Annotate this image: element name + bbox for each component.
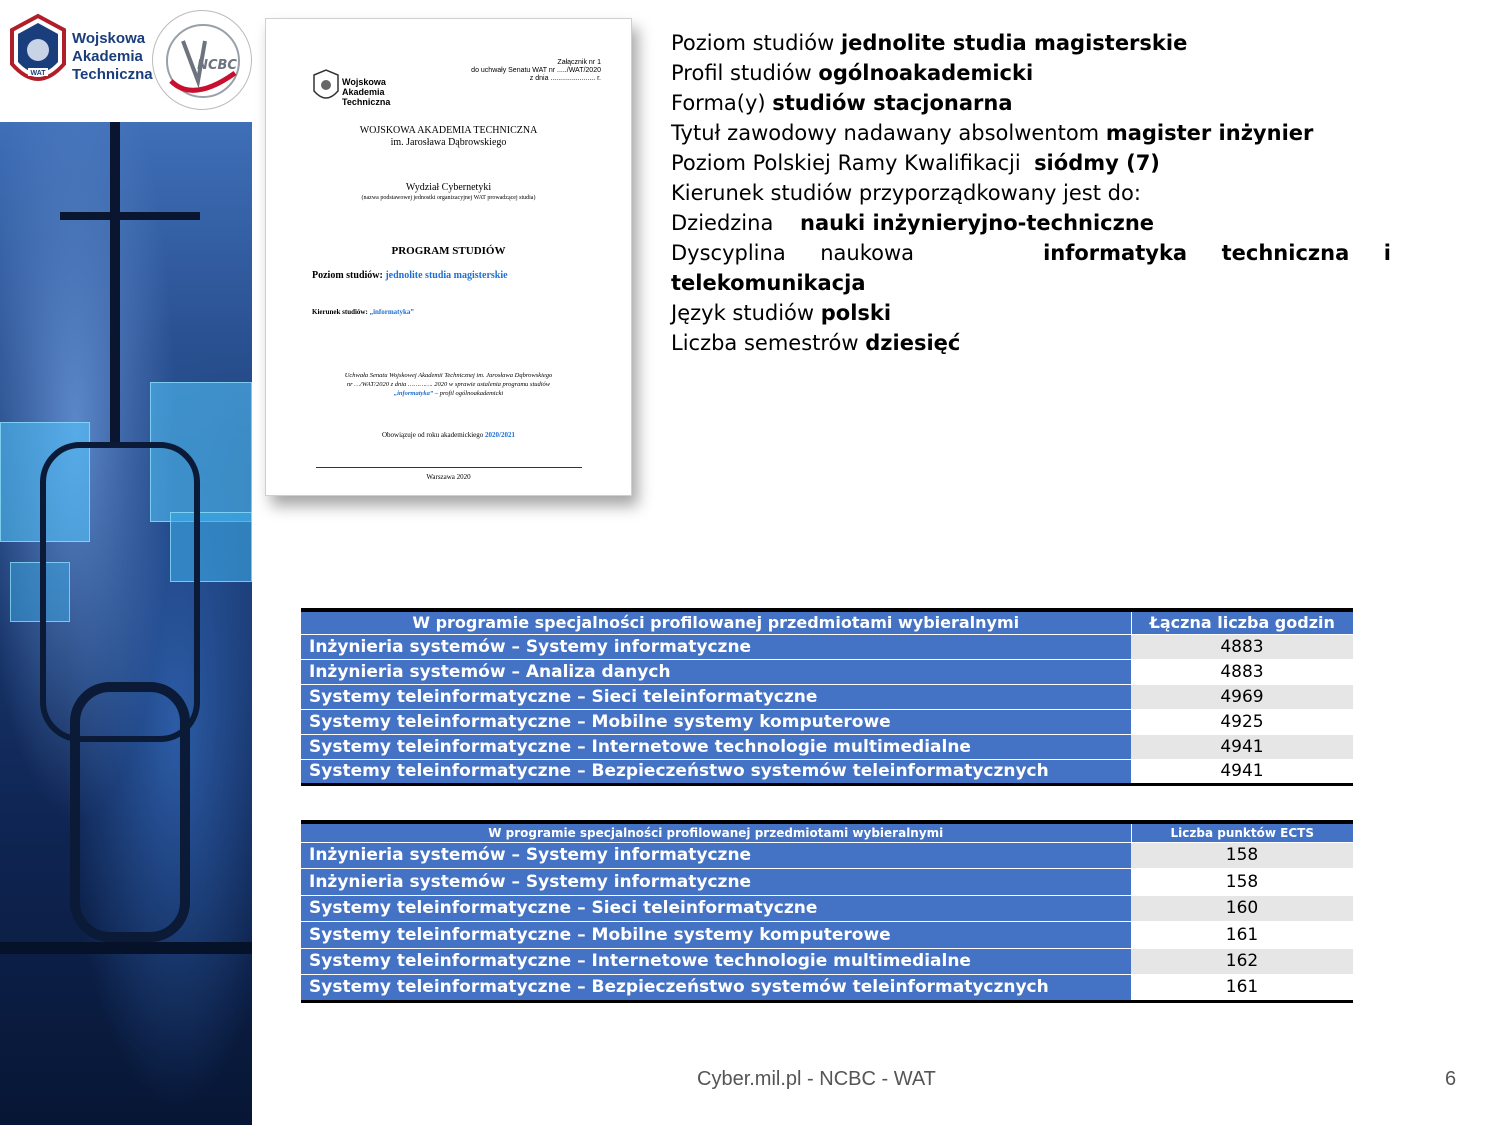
table-header bbox=[301, 822, 1353, 842]
svg-text:NCBC: NCBC bbox=[197, 58, 237, 73]
table-row: Inżynieria systemów – Systemy informatyczne 158 bbox=[301, 842, 1353, 869]
study-info bbox=[671, 28, 1391, 358]
table-row: Systemy teleinformatyczne – Bezpieczeństwo systemów teleinformatycznych 161 bbox=[301, 975, 1353, 1002]
table-row: Inżynieria systemów – Systemy informatyczne 4883 bbox=[301, 634, 1353, 659]
table-header bbox=[301, 610, 1353, 634]
info-line: Kierunek studiów przyporządkowany jest do: bbox=[671, 181, 1141, 205]
info-line: Język studiów polski bbox=[671, 301, 892, 325]
header-value: Łączna liczba godzin bbox=[1131, 610, 1353, 634]
info-line: Poziom studiów jednolite studia magisterskie bbox=[671, 31, 1188, 55]
doc-logo-line3: Techniczna bbox=[342, 97, 391, 107]
ncbc-logo bbox=[152, 10, 252, 110]
doc-logo-line2: Akademia bbox=[342, 87, 385, 97]
info-line: Forma(y) studiów stacjonarna bbox=[671, 91, 1013, 115]
header-value: Liczba punktów ECTS bbox=[1131, 822, 1353, 842]
info-line: Poziom Polskiej Ramy Kwalifikacji siódmy (7) bbox=[671, 151, 1160, 175]
info-line-discipline-cont: telekomunikacja bbox=[671, 271, 866, 295]
hours-table bbox=[301, 608, 1353, 786]
doc-valid-from: Obowiązuje od roku akademickiego 2020/2021 bbox=[382, 431, 515, 439]
doc-faculty: Wydział Cybernetyki bbox=[405, 182, 492, 193]
table-row: Inżynieria systemów – Systemy informatyczne 158 bbox=[301, 869, 1353, 896]
table-row: Systemy teleinformatyczne – Internetowe technologie multimedialne 4941 bbox=[301, 734, 1353, 759]
info-line: Liczba semestrów dziesięć bbox=[671, 331, 961, 355]
doc-crest-icon bbox=[312, 69, 340, 105]
doc-divider bbox=[316, 467, 582, 468]
doc-university: WOJSKOWA AKADEMIA TECHNICZNA bbox=[359, 125, 538, 136]
doc-city-year: Warszawa 2020 bbox=[426, 473, 471, 481]
doc-logo bbox=[312, 69, 340, 110]
doc-faculty-note: (nazwa podstawowej jednostki organizacyjnej WAT prowadzącej studia) bbox=[361, 195, 536, 201]
table-row: Inżynieria systemów – Analiza danych 4883 bbox=[301, 659, 1353, 684]
doc-attachment-line1: Załącznik nr 1 bbox=[557, 59, 601, 66]
doc-level: Poziom studiów: jednolite studia magisterskie bbox=[312, 270, 508, 281]
info-line: Tytuł zawodowy nadawany absolwentom magister inżynier bbox=[671, 121, 1314, 145]
footer-text: Cyber.mil.pl - NCBC - WAT bbox=[697, 1068, 936, 1090]
info-line-discipline: Dyscyplina naukowa informatyka techniczna i bbox=[671, 241, 1391, 265]
doc-program-title: PROGRAM STUDIÓW bbox=[391, 245, 506, 257]
wat-logo bbox=[4, 10, 153, 100]
table-row: Systemy teleinformatyczne – Internetowe technologie multimedialne 162 bbox=[301, 948, 1353, 975]
wat-logo-line2: Akademia bbox=[72, 48, 143, 65]
table-row: Systemy teleinformatyczne – Mobilne systemy komputerowe 4925 bbox=[301, 709, 1353, 734]
ects-table bbox=[301, 820, 1353, 1003]
table-row: Systemy teleinformatyczne – Sieci teleinformatyczne 160 bbox=[301, 895, 1353, 922]
program-document-thumbnail bbox=[265, 18, 632, 496]
info-line: Dziedzina nauki inżynieryjno-techniczne bbox=[671, 211, 1155, 235]
table-row: Systemy teleinformatyczne – Sieci teleinformatyczne 4969 bbox=[301, 684, 1353, 709]
doc-direction: Kierunek studiów: „informatyka” bbox=[312, 308, 414, 316]
ncbc-emblem-icon bbox=[153, 11, 253, 111]
doc-attachment-line2: do uchwały Senatu WAT nr ...../WAT/2020 bbox=[471, 67, 601, 74]
page-number: 6 bbox=[1445, 1068, 1457, 1090]
svg-text:WAT: WAT bbox=[30, 70, 46, 77]
wat-logo-line3: Techniczna bbox=[72, 66, 153, 83]
wat-logo-line1: Wojskowa bbox=[72, 30, 146, 47]
info-line: Profil studiów ogólnoakademicki bbox=[671, 61, 1034, 85]
table-row: Systemy teleinformatyczne – Mobilne systemy komputerowe 161 bbox=[301, 922, 1353, 949]
header-name: W programie specjalności profilowanej przedmiotami wybieralnymi bbox=[301, 610, 1131, 634]
doc-logo-line1: Wojskowa bbox=[342, 77, 386, 87]
cyber-lab-photo bbox=[0, 122, 252, 1125]
doc-attachment-line3: z dnia ....................... r. bbox=[529, 75, 601, 82]
header-name: W programie specjalności profilowanej przedmiotami wybieralnymi bbox=[301, 822, 1131, 842]
doc-resolution: Uchwała Senatu Wojskowej Akademii Technicznej im. Jarosława Dąbrowskiego nr …/WAT/2020 z dnia …………. 2020 w sprawie ustalenia programu studiów „informatyka” – profil ogólnoakademicki bbox=[344, 372, 553, 397]
doc-patron: im. Jarosława Dąbrowskiego bbox=[390, 137, 507, 148]
table-row: Systemy teleinformatyczne – Bezpieczeństwo systemów teleinformatycznych 4941 bbox=[301, 759, 1353, 784]
